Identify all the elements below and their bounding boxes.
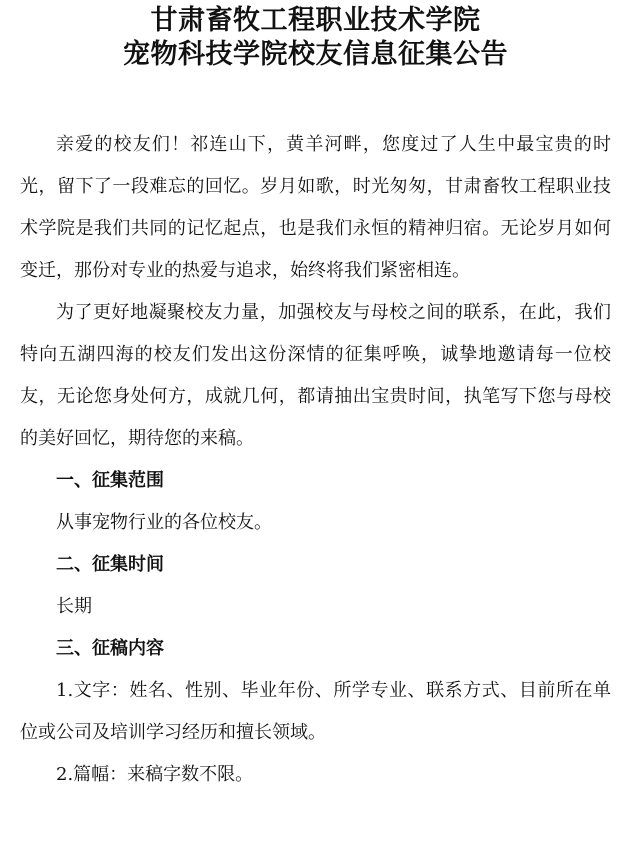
section-scope-text: 从事宠物行业的各位校友。 <box>56 512 272 533</box>
section-time-heading: 二、征集时间 <box>56 554 164 575</box>
section-content-heading: 三、征稿内容 <box>56 638 164 659</box>
section-content-item-2: 2.篇幅：来稿字数不限。 <box>56 764 254 785</box>
invitation-paragraph: 为了更好地凝聚校友力量，加强校友与母校之间的联系，在此，我们特向五湖四海的校友们发出这份深情的征集呼唤，诚挚地邀请每一位校友，无论您身处何方，成就几何，都请抽出宝贵时间，执笔写下您与母校的美好回忆，期待您的来稿。 <box>20 302 611 449</box>
section-scope-heading: 一、征集范围 <box>56 470 164 491</box>
intro-paragraph: 亲爱的校友们！祁连山下，黄羊河畔，您度过了人生中最宝贵的时光，留下了一段难忘的回忆。岁月如歌，时光匆匆，甘肃畜牧工程职业技术学院是我们共同的记忆起点，也是我们永恒的精神归宿。无论岁月如何变迁，那份对专业的热爱与追求，始终将我们紧密相连。 <box>20 134 611 281</box>
section-content-item-1: 1.文字：姓名、性别、毕业年份、所学专业、联系方式、目前所在单位或公司及培训学习经历和擅长领域。 <box>20 680 611 743</box>
section-time-text: 长期 <box>56 596 92 617</box>
document-title-line1: 甘肃畜牧工程职业技术学院 <box>150 5 481 36</box>
document-title-line2: 宠物科技学院校友信息征集公告 <box>123 39 508 70</box>
